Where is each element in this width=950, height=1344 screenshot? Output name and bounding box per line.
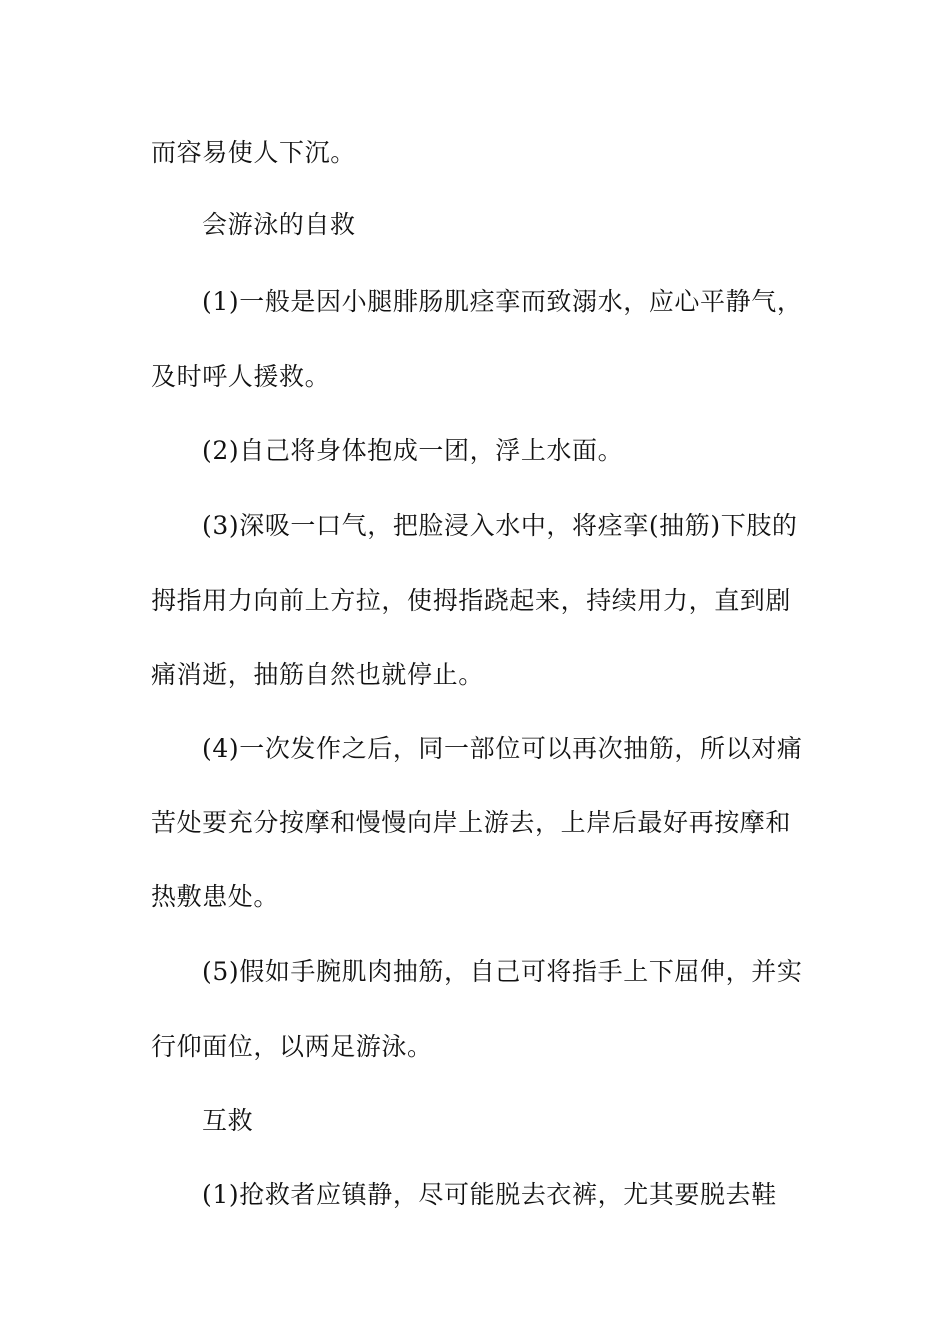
section-heading: 互救 <box>202 1106 254 1135</box>
section-heading: 会游泳的自救 <box>202 210 356 239</box>
text-line: (1)一般是因小腿腓肠肌痉挛而致溺水，应心平静气， <box>202 287 803 316</box>
text-line: 痛消逝，抽筋自然也就停止。 <box>151 660 484 689</box>
text-line: (2)自己将身体抱成一团，浮上水面。 <box>202 436 624 465</box>
text-line: (3)深吸一口气，把脸浸入水中，将痉挛(抽筋)下肢的 <box>202 511 798 540</box>
text-line: 拇指用力向前上方拉，使拇指跷起来，持续用力，直到剧 <box>151 586 792 615</box>
text-line: (5)假如手腕肌肉抽筋，自己可将指手上下屈伸，并实 <box>202 957 803 986</box>
text-line: 热敷患处。 <box>151 882 280 911</box>
text-line: 行仰面位，以两足游泳。 <box>151 1032 433 1061</box>
text-line: (1)抢救者应镇静，尽可能脱去衣裤，尤其要脱去鞋 <box>202 1180 777 1209</box>
text-line: (4)一次发作之后，同一部位可以再次抽筋，所以对痛 <box>202 734 803 763</box>
text-line: 苦处要充分按摩和慢慢向岸上游去，上岸后最好再按摩和 <box>151 808 792 837</box>
text-line: 而容易使人下沉。 <box>151 138 356 167</box>
text-line: 及时呼人援救。 <box>151 362 331 391</box>
